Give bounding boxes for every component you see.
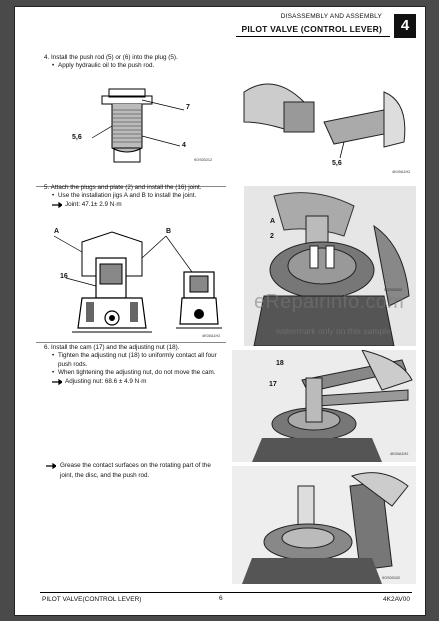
step-bullet: • Tighten the adjusting nut (18) to uniformly contact all four push rods. bbox=[52, 352, 224, 369]
joint-jig-figure bbox=[42, 228, 232, 346]
torque-wrench-icon bbox=[52, 202, 62, 208]
page-title: PILOT VALVE (CONTROL LEVER) bbox=[241, 24, 382, 34]
manual-page bbox=[14, 6, 426, 616]
note-text: Grease the contact surfaces on the rotating part of the joint, the disc, and the push rod. bbox=[60, 462, 211, 479]
label-5-6: 5,6 bbox=[72, 134, 82, 141]
label-17: 17 bbox=[269, 381, 277, 388]
page-number: 6 bbox=[219, 595, 223, 602]
step-6 bbox=[44, 344, 224, 386]
photo-code: 4K00A1H2 bbox=[392, 170, 411, 174]
chapter-badge: 4 bbox=[394, 14, 416, 38]
figure-code: 4K00A1H2 bbox=[202, 334, 221, 338]
grease-application-illustration bbox=[232, 466, 416, 584]
section-heading: DISASSEMBLY AND ASSEMBLY bbox=[280, 13, 382, 20]
label-2: 2 bbox=[270, 233, 274, 240]
watermark-note: watermark only on this sample bbox=[276, 326, 391, 336]
step-text: 5. Attach the plugs and plate (2) and install the (16) joint. bbox=[44, 184, 202, 191]
label-7: 7 bbox=[186, 104, 190, 111]
label-B: B bbox=[166, 228, 172, 235]
watermark-site: eRepairinfo.com bbox=[254, 291, 405, 313]
footer-section: PILOT VALVE(CONTROL LEVER) bbox=[42, 596, 142, 603]
push-rod-figure bbox=[84, 86, 214, 176]
photo-grease-application bbox=[232, 466, 416, 584]
torque-spec bbox=[52, 201, 224, 209]
torque-wrench-icon bbox=[52, 379, 62, 385]
hands-push-rod-illustration bbox=[234, 62, 414, 182]
divider bbox=[36, 342, 226, 343]
step-bullet: • Apply hydraulic oil to the push rod. bbox=[52, 62, 224, 70]
step-text: 6. Install the cam (17) and the adjusting nut (18). bbox=[44, 344, 180, 351]
joint-jig-photo-illustration bbox=[244, 186, 416, 346]
photo-code: 4K00A1H2 bbox=[390, 452, 409, 456]
photo-code: 9OS00102 bbox=[382, 576, 401, 580]
label-16: 16 bbox=[60, 273, 68, 280]
grease-gun-icon bbox=[46, 463, 56, 469]
step-bullet: • Use the installation jigs A and B to install the joint. bbox=[52, 192, 224, 200]
torque-value: Joint: 47.1± 2.9 N·m bbox=[65, 200, 122, 208]
photo-adjusting-nut bbox=[232, 350, 416, 462]
torque-value: Adjusting nut: 68.6 ± 4.9 N·m bbox=[65, 377, 147, 385]
step-4 bbox=[44, 54, 224, 71]
footer-rule bbox=[40, 592, 412, 593]
figure-code: 9OS00212 bbox=[194, 158, 213, 162]
label-18: 18 bbox=[276, 360, 284, 367]
step-bullet: • When tightening the adjusting nut, do not move the cam. bbox=[52, 369, 224, 377]
label-4: 4 bbox=[182, 142, 186, 149]
footer-code: 4K2AV00 bbox=[383, 596, 410, 603]
torque-spec bbox=[52, 378, 224, 386]
label-A: A bbox=[270, 218, 276, 225]
step-text: 4. Install the push rod (5) or (6) into the plug (5). bbox=[44, 54, 178, 61]
wrench-cam-illustration bbox=[232, 350, 416, 462]
photo-push-rod-install bbox=[234, 62, 414, 182]
grease-note bbox=[46, 461, 224, 481]
photo-joint-install bbox=[244, 186, 416, 346]
step-5 bbox=[44, 184, 224, 209]
label-A: A bbox=[54, 228, 60, 235]
label-5-6: 5,6 bbox=[332, 160, 342, 167]
header-rule bbox=[236, 36, 390, 37]
photo-code: 9OS00202 bbox=[384, 288, 403, 292]
